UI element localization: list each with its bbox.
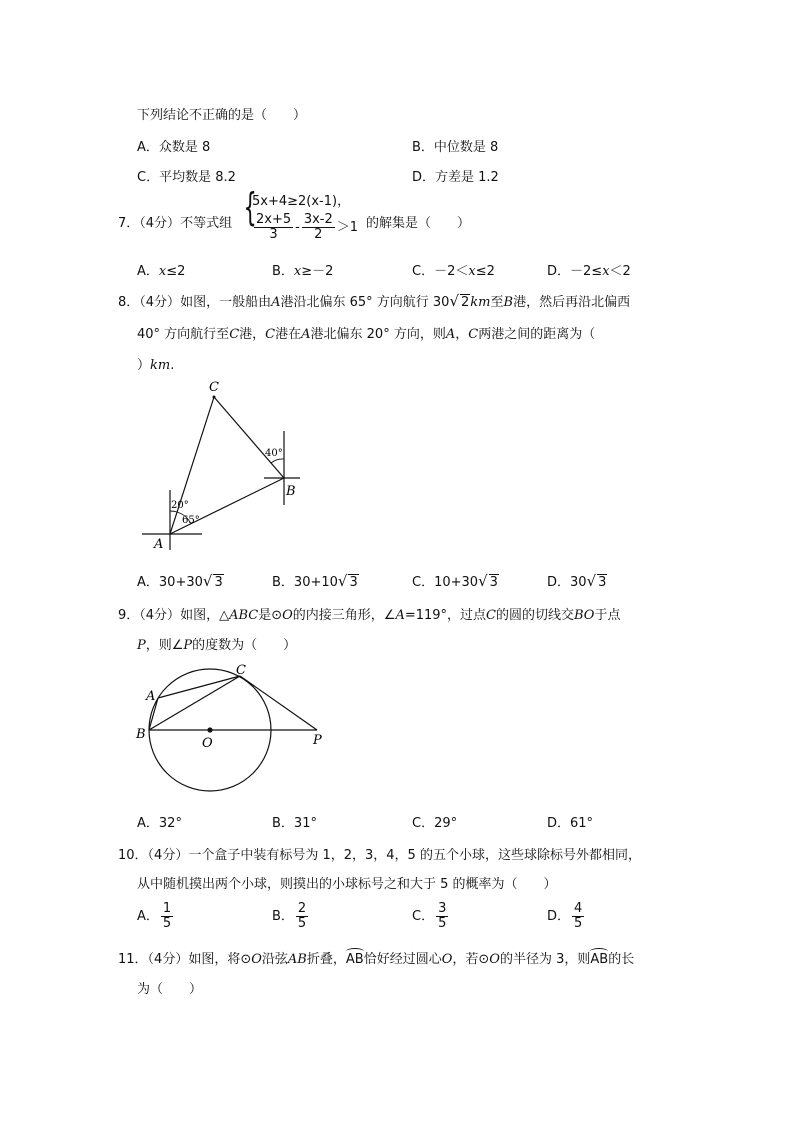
option-text: ≤2 [166,264,186,279]
var-abc: ABC [229,608,259,623]
radicand: 2 [461,295,470,310]
var-bo: BO [574,608,595,623]
option-text: 30+10 [293,575,338,590]
side-ac [158,676,240,698]
q10-stem-line1 [118,844,641,863]
var-b: B [503,295,514,310]
text: 一个盒子中装有标号为 1，2，3，4，5 的五个小球，这些球除标号外都相同， [188,848,641,863]
q6-stem: 下列结论不正确的是（ ） [137,108,307,123]
side-ac [170,397,214,534]
q8-option-b[interactable] [272,571,359,590]
q7-option-b[interactable] [272,260,333,279]
text: 港北偏东 20° 方向，则 [310,327,446,342]
q10-stem-line2: 从中随机摸出两个小球，则摸出的小球标号之和大于 5 的概率为（ ） [137,877,557,892]
text: 如图，一般船由 [180,295,272,310]
frac-den: 5 [574,916,583,931]
question-score: （4分） [147,848,189,863]
text: 如图，将⊙ [188,952,252,967]
label-c: C [236,663,246,678]
unit-km: km [470,295,491,310]
text: 沿弦 [261,952,288,967]
text: 两港之间的距离为（ [478,327,596,342]
option-label: D． [547,909,571,924]
q10-option-d[interactable] [547,902,586,931]
option-label: B． [272,264,294,279]
label-c: C [209,380,219,395]
label-b: B [136,727,146,742]
text: . [170,358,175,373]
q8-option-d[interactable] [547,571,607,590]
tangent-cp [240,676,317,730]
label-angle-40: 40° [265,448,283,459]
option-text: 61° [570,816,594,831]
question-score: （4分） [139,608,181,623]
frac-den: 5 [297,916,307,931]
q8-figure [130,375,330,555]
q10-option-c[interactable] [412,902,450,931]
var-o: O [282,608,293,623]
fraction [296,902,308,931]
q7-option-d[interactable] [547,260,631,279]
option-text: 中位数是 8 [433,140,499,155]
q11-stem-line2: 为（ ） [137,982,203,997]
option-text: －2＜ [434,264,469,279]
option-label: C． [412,816,435,831]
q7-stem-prefix [118,212,232,231]
var-a: A [301,327,311,342]
var-x: x [602,264,610,279]
option-label: D． [547,816,571,831]
q10-option-b[interactable] [272,902,310,931]
minus-sign: - [295,220,300,235]
question-score: （4分） [147,952,189,967]
question-score: （4分） [139,216,181,231]
text: 至 [490,295,504,310]
option-label: A． [137,264,159,279]
angle-arc-20 [170,511,177,512]
point-c [213,396,216,399]
q9-figure [130,660,340,800]
text: 的圆的切线交 [496,608,575,623]
q7-prefix-text: 不等式组 [180,216,233,231]
q7-stem-suffix: 的解集是（ ） [366,216,471,231]
q6-option-d[interactable] [412,166,499,185]
option-label: B． [272,816,294,831]
q11-stem-line1 [118,948,634,967]
text: 港，然后再沿北偏西 [513,295,631,310]
text: ， [455,327,469,342]
var-ab: AB [287,952,307,967]
option-label: B． [272,909,294,924]
option-label: D． [547,264,571,279]
text: 40° 方向航行至 [137,327,230,342]
fraction-1 [254,213,293,242]
option-label: C． [137,170,160,185]
sqrt-icon: √ [478,572,488,590]
question-number: 7． [118,216,140,231]
frac-num: 2 [297,901,307,916]
option-text: 29° [434,816,458,831]
text: 的内接三角形，∠ [292,608,396,623]
unit-km: km [150,358,171,373]
option-text: 30+30 [158,575,203,590]
sqrt-icon: √ [202,572,213,590]
q6-option-b[interactable] [412,136,498,155]
arc-ab: AB [590,952,609,967]
label-p: P [313,733,322,748]
option-label: C． [412,575,435,590]
q9-stem-line1 [118,604,620,623]
q9-option-d[interactable] [547,812,593,831]
text: ） [137,358,151,373]
q8-option-c[interactable] [412,571,499,590]
q8-stem-line2 [137,323,595,342]
q8-stem-line1 [118,291,630,310]
frac-num: 3 [438,901,447,916]
label-a: A [154,537,164,552]
option-label: C． [412,909,435,924]
option-label: C． [412,264,435,279]
option-text: 众数是 8 [158,140,211,155]
option-label: D． [412,170,436,185]
inequality-1: 5x+4≥2(x-1)， [252,194,351,209]
q10-option-a[interactable] [137,902,175,931]
q9-option-b[interactable] [272,812,317,831]
frac-num: 3x-2 [303,212,333,227]
q6-option-a[interactable] [137,136,210,155]
sqrt-icon: √ [449,292,460,310]
var-p: P [137,638,146,653]
var-x: x [468,264,476,279]
option-label: A． [137,575,159,590]
inequality-2 [252,213,358,242]
question-number: 10． [118,848,148,863]
question-number: 11． [118,952,148,967]
arc-ab: AB [345,952,364,967]
var-a: A [271,295,281,310]
option-text: 31° [293,816,317,831]
sqrt-icon: √ [337,572,348,590]
center-o [207,727,212,732]
text: 的长 [608,952,635,967]
fraction-2 [302,213,335,242]
var-a: A [395,608,405,623]
inequality-brace: { [243,185,257,229]
fraction [572,902,584,931]
frac-den: 5 [162,916,172,931]
q9-option-c[interactable] [412,812,457,831]
q9-option-a[interactable] [137,812,182,831]
text: 港， [239,327,266,342]
text: 的度数为（ ） [192,638,297,653]
var-o: O [489,952,500,967]
var-p: P [183,638,193,653]
label-o: O [202,736,213,751]
text: 如图，△ [180,608,230,623]
radicand: 3 [489,575,498,590]
option-label: A． [137,816,159,831]
frac-num: 2x+5 [256,212,292,227]
var-o: O [251,952,262,967]
var-x: x [158,264,167,279]
var-c: C [265,327,276,342]
option-text: 10+30 [434,575,479,590]
option-label: A． [137,140,159,155]
option-text: 30 [570,575,587,590]
text: 恰好经过圆心 [363,952,442,967]
q7-option-c[interactable] [412,260,495,279]
option-text: ≥－2 [301,264,334,279]
text: ，若⊙ [452,952,490,967]
frac-den: 2 [314,227,323,242]
option-text: ＜2 [609,264,631,279]
frac-num: 4 [574,901,583,916]
side-bc [149,676,240,730]
angle-arc-40 [271,459,284,463]
option-label: B． [272,575,294,590]
radicand: 3 [349,575,358,590]
text: 的半径为 3，则 [499,952,591,967]
option-text: －2≤ [570,264,603,279]
var-a: A [445,327,456,342]
text: 港沿北偏东 65° 方向航行 30 [280,295,450,310]
q8-option-a[interactable] [137,571,224,590]
option-text: 方差是 1.2 [435,170,499,185]
q8-stem-line3 [137,354,174,373]
fraction [161,902,173,931]
label-angle-65: 65° [182,515,200,526]
var-c: C [229,327,240,342]
radicand: 3 [598,575,607,590]
option-label: B． [412,140,434,155]
text: 折叠， [306,952,346,967]
text: 是⊙ [258,608,283,623]
side-cb [214,397,284,478]
label-angle-20: 20° [171,500,189,511]
option-text: 32° [158,816,182,831]
frac-num: 1 [162,901,172,916]
var-o: O [441,952,453,967]
text: =119°，过点 [404,608,487,623]
radicand: 3 [214,575,223,590]
var-c: C [486,608,496,623]
label-b: B [286,484,296,499]
question-score: （4分） [139,295,181,310]
fraction [436,902,448,931]
option-text: ≤2 [475,264,495,279]
frac-den: 3 [269,227,278,242]
q7-option-a[interactable] [137,260,185,279]
question-number: 9． [118,608,140,623]
var-c: C [468,327,479,342]
option-text: 平均数是 8.2 [159,170,236,185]
text: 港在 [275,327,302,342]
sqrt-icon: √ [586,572,597,590]
q9-stem-line2 [137,634,296,653]
gt-one: ＞1 [336,220,359,235]
question-number: 8． [118,295,140,310]
var-x: x [293,264,302,279]
text: 于点 [594,608,621,623]
option-label: A． [137,909,159,924]
text: ，则∠ [145,638,184,653]
label-a: A [146,689,156,704]
option-label: D． [547,575,571,590]
frac-den: 5 [438,916,447,931]
q6-option-c[interactable] [137,166,236,185]
